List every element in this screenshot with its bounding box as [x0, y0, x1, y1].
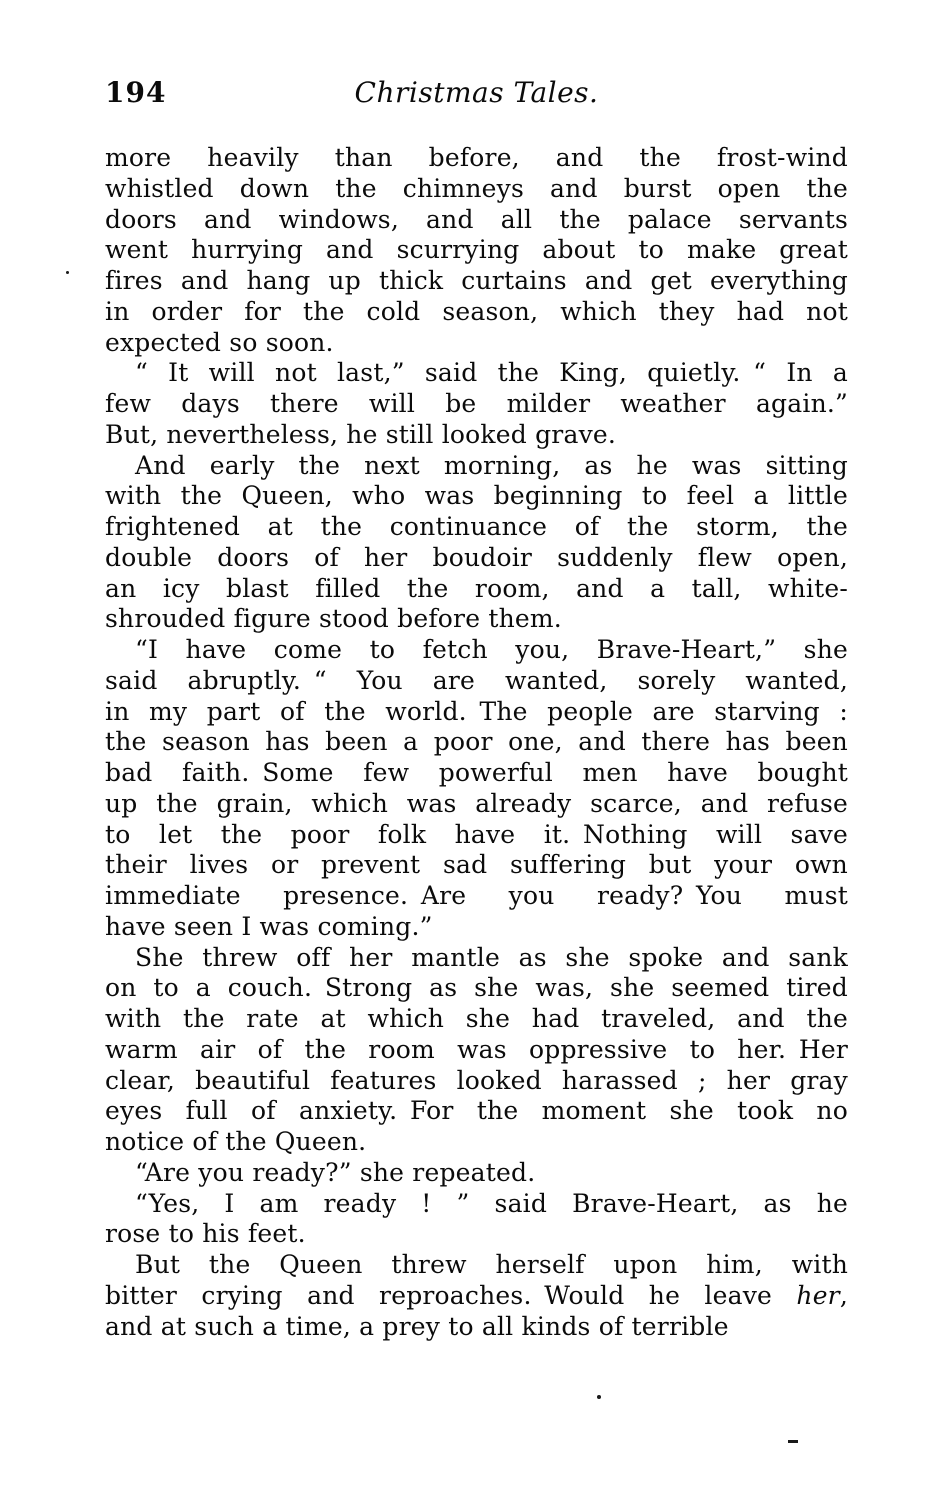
- text-line: But, nevertheless, he still looked grave.: [105, 419, 617, 449]
- text-line: have seen I was coming.”: [105, 911, 433, 941]
- scan-speck: [66, 271, 69, 274]
- text-line: their lives or prevent sad suffering but your own: [105, 850, 848, 880]
- text-line: expected so soon.: [105, 327, 334, 357]
- running-head: [105, 76, 848, 110]
- text-line: fires and hang up thick curtains and get everything: [105, 266, 848, 295]
- text-line: notice of the Queen.: [105, 1127, 367, 1156]
- text-line: “Yes, I am ready ! ” said Brave-Heart, as he: [135, 1188, 848, 1218]
- text-line: “ It will not last,” said the King, quietly. “ In a: [135, 358, 848, 388]
- text-line: went hurrying and scurrying about to make great: [105, 235, 848, 265]
- text-line: with the Queen, who was beginning to feel a little: [105, 481, 848, 511]
- text-line: bitter crying and reproaches. Would he leave her,: [105, 1280, 848, 1310]
- text-line: and at such a time, a prey to all kinds of terrible: [105, 1311, 729, 1341]
- text-line: “I have come to fetch you, Brave-Heart,” she: [135, 635, 848, 664]
- text-line: And early the next morning, as he was sitting: [135, 450, 848, 480]
- running-title: Christmas Tales.: [354, 76, 599, 109]
- text-line: more heavily than before, and the frost-wind: [105, 143, 848, 172]
- page-number: 194: [105, 76, 167, 109]
- text-line: in order for the cold season, which they had not: [105, 296, 848, 326]
- text-line: up the grain, which was already scarce, and refuse: [105, 788, 848, 818]
- text-line: double doors of her boudoir suddenly flew open,: [105, 542, 848, 572]
- text-line: in my part of the world. The people are starving :: [105, 696, 848, 726]
- text-line: said abruptly. “ You are wanted, sorely wanted,: [105, 665, 848, 695]
- scan-speck: [597, 1395, 601, 1399]
- text-line: on to a couch. Strong as she was, she seemed tired: [105, 973, 848, 1003]
- text-line: frightened at the continuance of the storm, the: [105, 512, 848, 541]
- text-line: to let the poor folk have it. Nothing will save: [105, 819, 848, 849]
- text-line: rose to his feet.: [105, 1219, 306, 1249]
- text-line: bad faith. Some few powerful men have bought: [105, 758, 848, 787]
- scan-speck: [788, 1440, 798, 1443]
- text-line: an icy blast filled the room, and a tall, white-: [105, 573, 848, 603]
- text-line: whistled down the chimneys and burst open the: [105, 173, 848, 203]
- text-line: few days there will be milder weather again.”: [105, 389, 848, 418]
- text-line: the season has been a poor one, and there has been: [105, 727, 848, 757]
- text-line: eyes full of anxiety. For the moment she took no: [105, 1096, 848, 1126]
- page-body: [105, 143, 848, 1342]
- text-line: clear, beautiful features looked harassed ; her gray: [105, 1065, 848, 1095]
- text-line: warm air of the room was oppressive to her. Her: [105, 1034, 848, 1064]
- text-line: She threw off her mantle as she spoke and sank: [135, 942, 848, 972]
- text-line: But the Queen threw herself upon him, with: [135, 1250, 848, 1279]
- text-line: shrouded figure stood before them.: [105, 604, 562, 634]
- text-line: with the rate at which she had traveled, and the: [105, 1004, 848, 1033]
- text-line: doors and windows, and all the palace servants: [105, 204, 848, 234]
- text-line: “Are you ready?” she repeated.: [135, 1157, 536, 1187]
- text-line: immediate presence. Are you ready? You must: [105, 881, 848, 910]
